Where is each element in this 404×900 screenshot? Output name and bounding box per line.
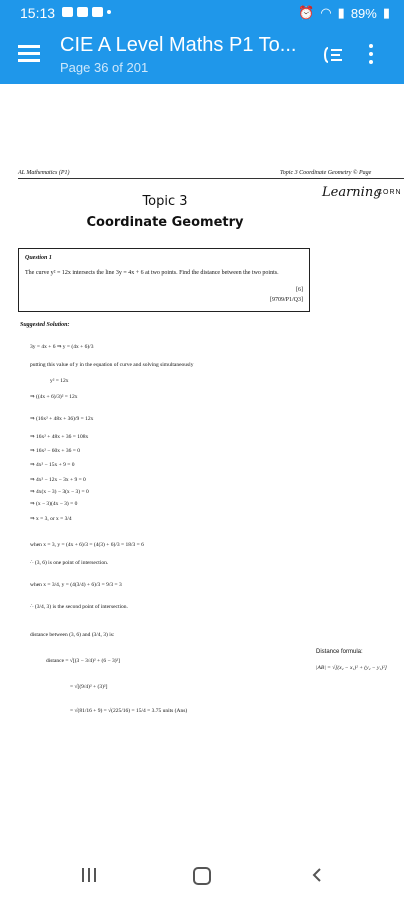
recent-apps-icon[interactable] xyxy=(82,868,96,882)
table-of-contents-icon[interactable] xyxy=(322,46,344,64)
solution-line: ⇒ 4x² − 12x − 3x + 9 = 0 xyxy=(30,477,86,483)
solution-line: when x = 3/4, y = (4(3/4) + 6)/3 = 9/3 = 3 xyxy=(30,582,122,588)
back-icon[interactable] xyxy=(310,868,324,882)
page-header-left: AL Mathematics (P1) xyxy=(18,170,70,176)
more-options-icon[interactable] xyxy=(368,44,374,66)
solution-line: ⇒ (16x² + 48x + 36)/9 = 12x xyxy=(30,416,94,422)
status-bar xyxy=(0,0,404,26)
question-reference: [9709/P1/Q3] xyxy=(270,297,303,303)
battery-icon: ▮ xyxy=(382,5,390,20)
solution-line: when x = 3, y = (4x + 6)/3 = (4(3) + 6)/3 = 18/3 = 6 xyxy=(30,542,144,548)
status-right xyxy=(298,5,390,21)
solution-line: distance = √[(3 − 3/4)² + (6 − 3)²] xyxy=(46,658,121,664)
battery-level: 89% xyxy=(350,5,377,21)
status-time: 15:13 xyxy=(20,5,56,21)
solution-line: 3y = 4x + 6 ⇒ y = (4x + 6)/3 xyxy=(30,344,94,350)
more-notifications-dot xyxy=(107,10,111,14)
publisher-logo-text: CORN xyxy=(377,189,402,196)
document-title: CIE A Level Maths P1 To... xyxy=(60,34,297,56)
solution-line: ⇒ x = 3, or x = 3/4 xyxy=(30,516,72,522)
solution-line: ⇒ 16x² + 48x + 36 = 108x xyxy=(30,434,89,440)
page-indicator: Page 36 of 201 xyxy=(60,60,149,75)
solution-line: putting this value of y in the equation of curve and solving simultaneously xyxy=(30,362,194,368)
gallery-icon xyxy=(62,7,73,17)
home-icon[interactable] xyxy=(193,867,211,885)
distance-formula: |AB| = √[(x₂ − x₁)² + (y₂ − y₁)²] xyxy=(316,665,387,671)
solution-line: ⇒ ((4x + 6)/3)² = 12x xyxy=(30,394,78,400)
message-icon xyxy=(77,7,88,17)
menu-icon[interactable] xyxy=(18,45,40,61)
page-header-right: Topic 3 Coordinate Geometry © Page xyxy=(280,170,372,176)
topic-title: Topic 3 xyxy=(142,194,188,209)
solution-line: ⇒ 4x² − 15x + 9 = 0 xyxy=(30,462,75,468)
pdf-page[interactable] xyxy=(0,84,404,860)
solution-title: Suggested Solution: xyxy=(20,322,70,328)
solution-line: ∴ (3, 6) is one point of intersection. xyxy=(30,560,109,566)
youtube-icon xyxy=(92,7,103,17)
solution-line: distance between (3, 6) and (3/4, 3) is: xyxy=(30,632,115,638)
question-heading: Question 1 xyxy=(25,255,52,261)
formula-title: Distance formula: xyxy=(316,649,363,655)
solution-line: = √(81/16 + 9) = √(225/16) = 15/4 = 3.75 units (Ans) xyxy=(70,708,188,714)
solution-line: ⇒ 16x² − 60x + 36 = 0 xyxy=(30,448,80,454)
solution-line: ⇒ (x − 3)(4x − 3) = 0 xyxy=(30,501,78,507)
solution-line: = √[(9/4)² + (3)²] xyxy=(70,684,108,690)
question-marks: [6] xyxy=(296,287,303,293)
topic-subtitle: Coordinate Geometry xyxy=(86,215,244,230)
solution-line: ∴ (3/4, 3) is the second point of intersection. xyxy=(30,604,128,610)
signal-icon: ▮ xyxy=(337,5,345,20)
question-text: The curve y² = 12x intersects the line 3y = 4x + 6 at two points. Find the distance between the two points. xyxy=(25,270,279,276)
solution-line: y² = 12x xyxy=(50,378,69,384)
wifi-icon: ◠ xyxy=(320,5,332,20)
publisher-logo: Learning xyxy=(322,185,382,200)
question-box xyxy=(18,248,310,312)
alarm-icon: ⏰ xyxy=(298,5,315,20)
header-divider xyxy=(18,178,404,179)
app-bar xyxy=(0,26,404,84)
notification-icons xyxy=(62,7,111,17)
solution-line: ⇒ 4x(x − 3) − 3(x − 3) = 0 xyxy=(30,489,89,495)
